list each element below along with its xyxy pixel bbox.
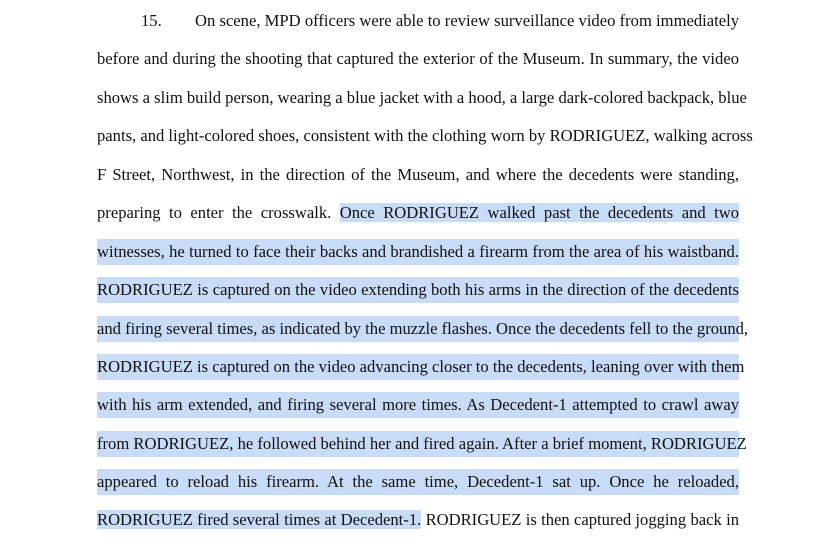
highlighted-text: from RODRIGUEZ, he followed behind her and fired again. After a brief moment, RODRIGUEZ [97,431,739,457]
plain-text: preparing to enter the crosswalk. [97,203,340,222]
highlighted-line [97,354,745,380]
highlighted-text: appeared to reload his firearm. At the same time, Decedent-1 sat up. Once he reloaded, [97,469,739,495]
highlighted-line [97,277,739,303]
highlighted-text: and firing several times, as indicated by the muzzle flashes. Once the decedents fell to the ground, [97,316,739,342]
highlighted-line [97,316,749,342]
text-line-partial-highlight [97,200,739,226]
text-line: before and during the shooting that captured the exterior of the Museum. In summary, the video [97,49,739,68]
highlighted-line [97,392,739,418]
paragraph-first-line [97,8,739,34]
text-line: shows a slim build person, wearing a blue jacket with a hood, a large dark-colored backpack, blue [97,88,747,107]
highlighted-line [97,469,739,495]
highlighted-text: Once RODRIGUEZ walked past the decedents and two [339,203,740,222]
highlighted-text: witnesses, he turned to face their backs and brandished a firearm from the area of his waistband. [97,239,739,265]
highlighted-text: RODRIGUEZ fired several times at Decedent-1. [97,510,422,529]
highlighted-line [97,431,747,457]
text-line: On scene, MPD officers were able to review surveillance video from immediately [195,11,739,30]
highlighted-text: with his arm extended, and firing several more times. As Decedent-1 attempted to crawl away [97,392,739,418]
text-line: F Street, Northwest, in the direction of the Museum, and where the decedents were standing, [97,165,739,184]
paragraph-number: 15. [141,11,162,30]
highlighted-line [97,239,739,265]
highlighted-text: RODRIGUEZ is captured on the video advancing closer to the decedents, leaning over with them [97,354,739,380]
highlighted-text: RODRIGUEZ is captured on the video extending both his arms in the direction of the decedents [97,277,739,303]
text-line-partial-highlight [97,507,739,533]
plain-text: RODRIGUEZ is then captured jogging back in [421,510,739,529]
text-line: pants, and light-colored shoes, consistent with the clothing worn by RODRIGUEZ, walking across [97,126,753,145]
